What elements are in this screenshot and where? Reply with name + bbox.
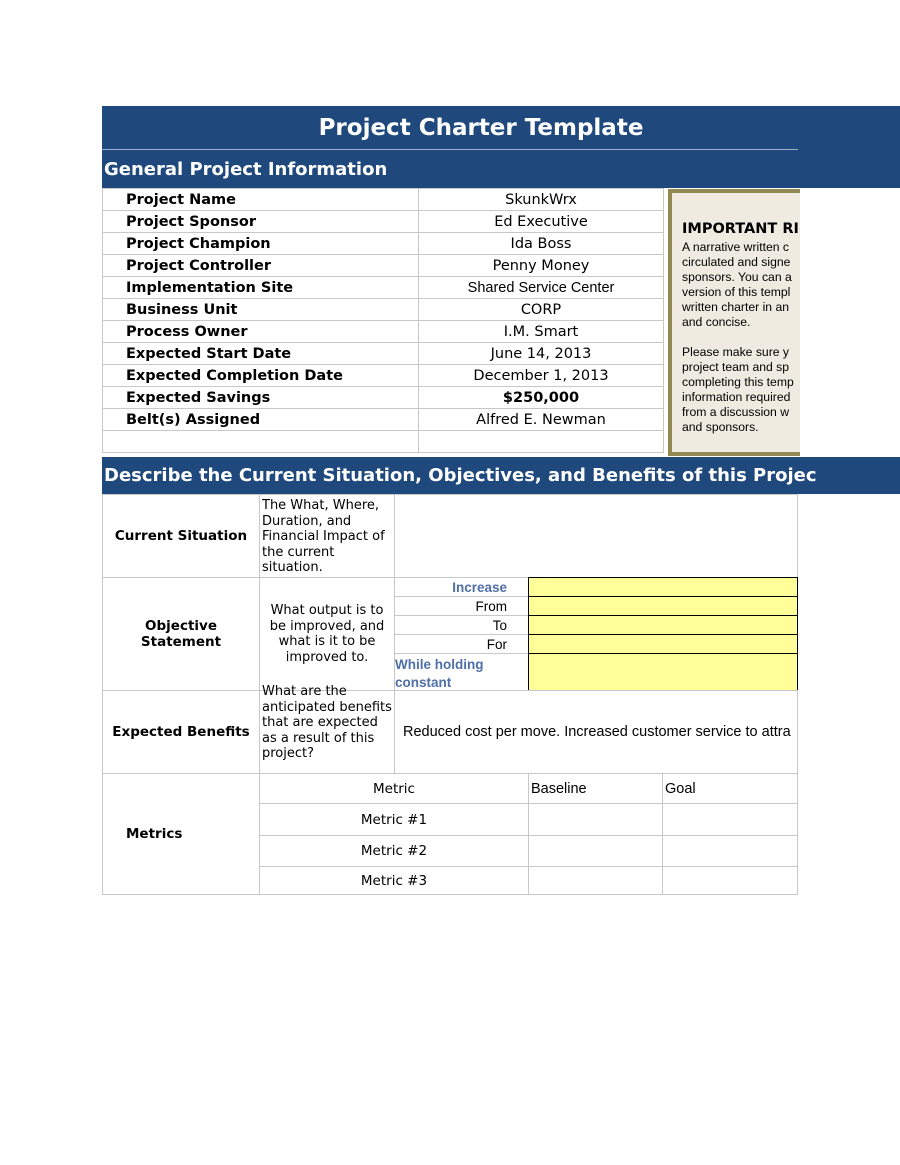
from-input[interactable] — [528, 596, 798, 616]
holding-label-cell — [394, 653, 529, 691]
field-label: Implementation Site — [103, 277, 419, 299]
field-value[interactable]: December 1, 2013 — [419, 365, 664, 387]
metric-goal-input[interactable] — [662, 835, 798, 867]
field-label: Project Champion — [103, 233, 419, 255]
current-situation-label — [102, 494, 260, 578]
describe-section-title: Describe the Current Situation, Objectives, and Benefits of this Projec — [104, 465, 817, 486]
important-note-heading: IMPORTANT RI — [682, 221, 799, 237]
increase-label-cell — [394, 577, 529, 596]
expected-benefits-input[interactable]: Reduced cost per move. Increased customer service to attra — [394, 690, 798, 774]
field-label: Expected Savings — [103, 387, 419, 409]
table-row — [103, 189, 664, 211]
field-value[interactable]: Ida Boss — [419, 233, 664, 255]
field-value[interactable]: SkunkWrx — [419, 189, 664, 211]
general-section-header — [102, 150, 900, 188]
page-title: Project Charter Template — [318, 115, 644, 141]
table-row — [103, 365, 664, 387]
holding-label: While holding constant — [395, 657, 484, 690]
general-section-title: General Project Information — [104, 158, 388, 180]
metric-header: Metric — [259, 773, 529, 804]
current-situation-input[interactable] — [394, 494, 798, 578]
increase-input[interactable] — [528, 577, 798, 597]
metric-row-name: Metric #1 — [259, 803, 529, 836]
for-input[interactable] — [528, 634, 798, 654]
metric-baseline-input[interactable] — [528, 803, 663, 836]
table-row — [103, 255, 664, 277]
table-row — [103, 233, 664, 255]
field-label: Expected Completion Date — [103, 365, 419, 387]
field-value[interactable]: Shared Service Center — [419, 277, 664, 299]
to-label: To — [394, 615, 529, 634]
objective-prompt-text: What output is to be improved, and what is it to be improved to. — [269, 603, 385, 665]
holding-input[interactable] — [528, 653, 798, 691]
field-label: Project Name — [103, 189, 419, 211]
table-row — [103, 409, 664, 431]
important-note-box — [668, 189, 800, 456]
field-value[interactable]: Penny Money — [419, 255, 664, 277]
field-value[interactable]: Ed Executive — [419, 211, 664, 233]
table-row — [103, 211, 664, 233]
table-row — [103, 343, 664, 365]
objective-statement-prompt — [259, 577, 395, 691]
expected-benefits-prompt: What are the anticipated benefits that are expected as a result of this project? — [262, 684, 392, 761]
general-info-table — [102, 188, 664, 453]
objective-statement-label — [102, 577, 260, 691]
objective-statement-label-text: Objective Statement — [140, 618, 222, 650]
field-label: Expected Start Date — [103, 343, 419, 365]
expected-benefits-label — [102, 690, 260, 774]
field-value[interactable]: CORP — [419, 299, 664, 321]
title-divider — [102, 149, 798, 150]
metric-row-name: Metric #2 — [259, 835, 529, 867]
benefits-prompt-border — [259, 690, 395, 774]
baseline-header: Baseline — [528, 773, 663, 804]
field-label: Project Controller — [103, 255, 419, 277]
metric-row-name: Metric #3 — [259, 866, 529, 895]
table-row — [103, 277, 664, 299]
current-situation-prompt: The What, Where, Duration, and Financial Impact of the current situation. — [259, 494, 395, 578]
metric-baseline-input[interactable] — [528, 866, 663, 895]
from-label: From — [394, 596, 529, 615]
current-situation-label-text: Current Situation — [114, 528, 248, 544]
field-value[interactable]: Alfred E. Newman — [419, 409, 664, 431]
to-input[interactable] — [528, 615, 798, 635]
for-label: For — [394, 634, 529, 653]
table-row — [103, 321, 664, 343]
field-label: Project Sponsor — [103, 211, 419, 233]
increase-label: Increase — [452, 579, 507, 595]
field-label — [103, 431, 419, 453]
table-row — [103, 299, 664, 321]
field-value[interactable]: $250,000 — [419, 387, 664, 409]
field-label: Business Unit — [103, 299, 419, 321]
describe-section-header — [102, 457, 900, 494]
metric-goal-input[interactable] — [662, 866, 798, 895]
expected-benefits-label-text: Expected Benefits — [112, 724, 250, 740]
field-label: Process Owner — [103, 321, 419, 343]
goal-header: Goal — [662, 773, 798, 804]
metrics-label-text: Metrics — [126, 826, 183, 842]
field-value[interactable]: I.M. Smart — [419, 321, 664, 343]
title-banner — [102, 106, 900, 150]
field-value[interactable] — [419, 431, 664, 453]
metric-goal-input[interactable] — [662, 803, 798, 836]
table-row — [103, 387, 664, 409]
table-row — [103, 431, 664, 453]
field-value[interactable]: June 14, 2013 — [419, 343, 664, 365]
metric-baseline-input[interactable] — [528, 835, 663, 867]
field-label: Belt(s) Assigned — [103, 409, 419, 431]
metrics-label — [102, 773, 260, 895]
important-note-body: A narrative written c circulated and signe sponsors. You can a version of this templ written charter in an and concise. Please make sure y project team and sp completing this temp information required from a discussion w and sponsors. — [682, 240, 794, 434]
